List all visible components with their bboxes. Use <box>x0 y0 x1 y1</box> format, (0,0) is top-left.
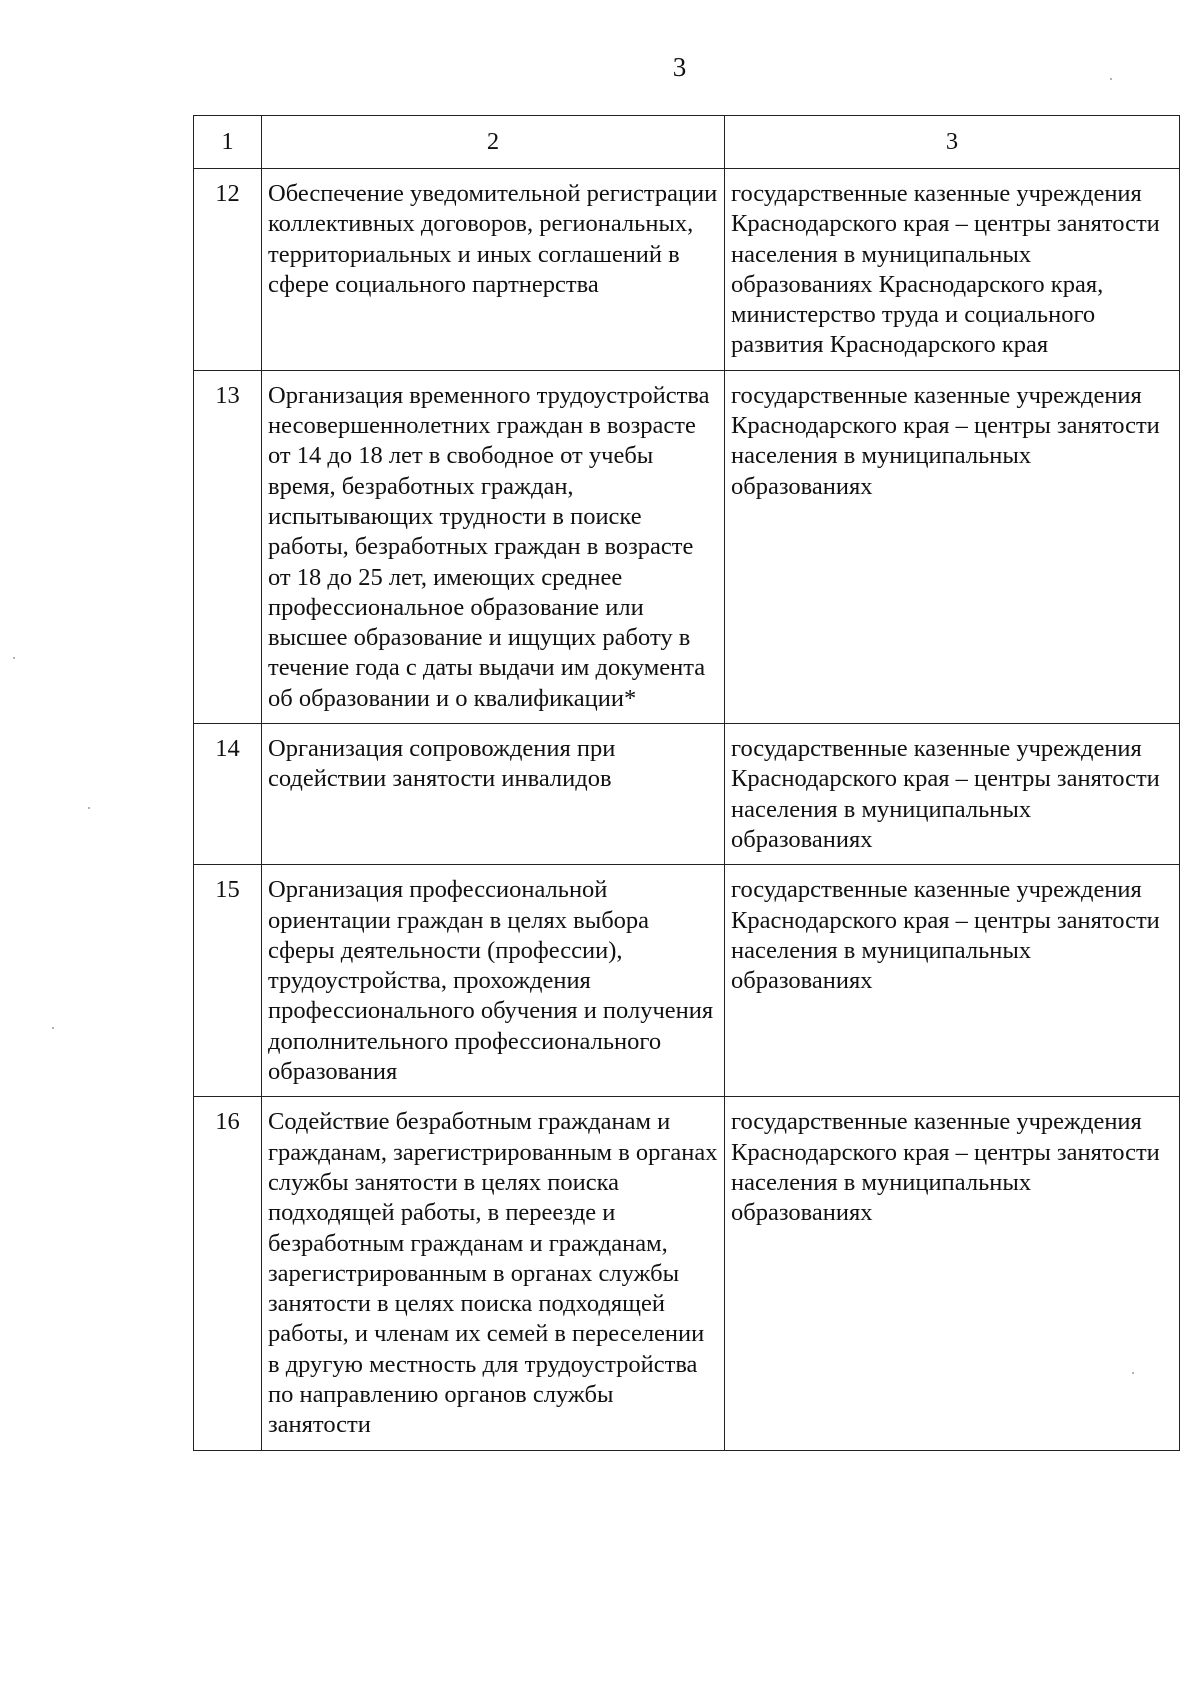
column-header-number: 1 <box>194 116 262 169</box>
column-header-organization: 3 <box>725 116 1180 169</box>
service-description: Организация профессиональной ориентации граждан в целях выбора сферы деятельности (профессии), трудоустройства, прохождения профессионального обучения и получения дополнительного профессионального образования <box>262 865 725 1097</box>
responsible-organization: государственные казенные учреждения Краснодарского края – центры занятости населения в муниципальных образованиях <box>725 1097 1180 1450</box>
page-number: 3 <box>672 52 687 82</box>
responsible-organization: государственные казенные учреждения Краснодарского края – центры занятости населения в муниципальных образованиях <box>725 724 1180 865</box>
table-row <box>194 370 1180 723</box>
row-number: 16 <box>194 1097 262 1450</box>
responsible-organization: государственные казенные учреждения Краснодарского края – центры занятости населения в муниципальных образованиях Краснодарского края, министерство труда и социального развития Краснодарского края <box>725 169 1180 371</box>
column-header-service: 2 <box>262 116 725 169</box>
responsible-organization: государственные казенные учреждения Краснодарского края – центры занятости населения в муниципальных образованиях <box>725 370 1180 723</box>
services-table <box>193 115 1180 1451</box>
row-number: 14 <box>194 724 262 865</box>
table-row <box>194 724 1180 865</box>
table-header <box>194 116 1180 169</box>
row-number: 15 <box>194 865 262 1097</box>
table-body <box>194 169 1180 1451</box>
table-header-row <box>194 116 1180 169</box>
service-description: Организация сопровождения при содействии занятости инвалидов <box>262 724 725 865</box>
service-description: Организация временного трудоустройства несовершеннолетних граждан в возрасте от 14 до 18 лет в свободное от учебы время, безработных граждан, испытывающих трудности в поиске работы, безработных граждан в возрасте от 18 до 25 лет, имеющих среднее профессиональное образование или высшее образование и ищущих работу в течение года с даты выдачи им документа об образовании и о квалификации* <box>262 370 725 723</box>
table-row <box>194 865 1180 1097</box>
table-row <box>194 169 1180 371</box>
service-description: Обеспечение уведомительной регистрации коллективных договоров, региональных, территориальных и иных соглашений в сфере социального партнерства <box>262 169 725 371</box>
responsible-organization: государственные казенные учреждения Краснодарского края – центры занятости населения в муниципальных образованиях <box>725 865 1180 1097</box>
row-number: 12 <box>194 169 262 371</box>
service-description: Содействие безработным гражданам и гражданам, зарегистрированным в органах службы занятости в целях поиска подходящей работы, в переезде и безработным гражданам и гражданам, зарегистрированным в органах службы занятости в целях поиска подходящей работы, и членам их семей в переселении в другую местность для трудоустройства по направлению органов службы занятости <box>262 1097 725 1450</box>
row-number: 13 <box>194 370 262 723</box>
table-row <box>194 1097 1180 1450</box>
